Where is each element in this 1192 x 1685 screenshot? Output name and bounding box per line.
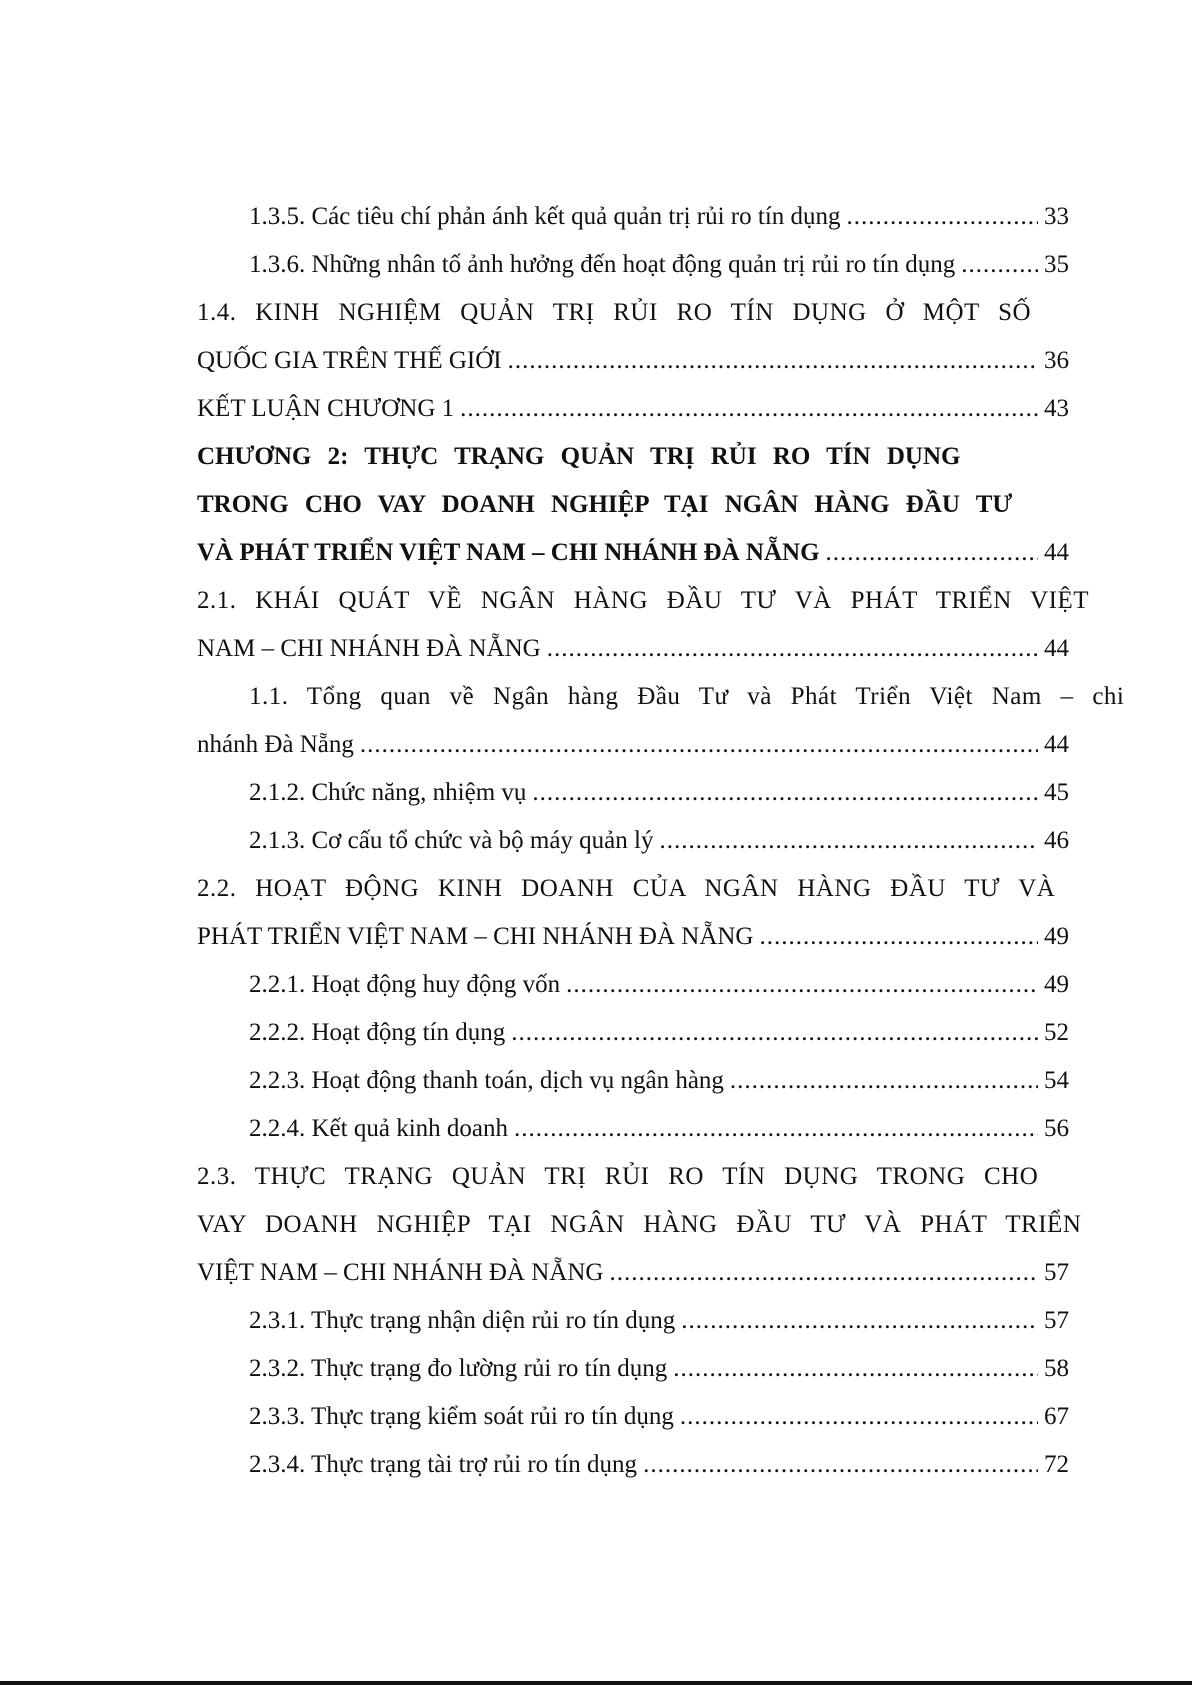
toc-entry[interactable]	[197, 1297, 1069, 1345]
dot-leader	[730, 1057, 1038, 1105]
toc-entry-title: 2.1.2. Chức năng, nhiệm vụ	[249, 779, 527, 806]
toc-chapter-entry[interactable]	[197, 529, 1069, 577]
toc-chapter-entry[interactable]	[197, 433, 1069, 481]
toc-page-number: 54	[1044, 1067, 1069, 1094]
toc-entry-title: 2.3. THỰC TRẠNG QUẢN TRỊ RỦI RO TÍN DỤNG TRONG CHO	[197, 1163, 1039, 1190]
toc-entry-title: 2.2. HOẠT ĐỘNG KINH DOANH CỦA NGÂN HÀNG ĐẦU TƯ VÀ	[197, 875, 1056, 902]
dot-leader	[961, 241, 1038, 289]
toc-entry-title: PHÁT TRIỂN VIỆT NAM – CHI NHÁNH ĐÀ NẴNG	[197, 923, 754, 950]
toc-page-number: 35	[1044, 251, 1069, 278]
dot-leader	[460, 385, 1038, 433]
toc-entry-title: 2.2.3. Hoạt động thanh toán, dịch vụ ngân hàng	[249, 1067, 724, 1094]
toc-entry-title: NAM – CHI NHÁNH ĐÀ NẴNG	[197, 635, 541, 662]
toc-entry-title: 2.1.3. Cơ cấu tổ chức và bộ máy quản lý	[249, 827, 654, 854]
toc-page-number: 36	[1044, 347, 1069, 374]
toc-entry[interactable]	[197, 769, 1069, 817]
toc-entry-title: 1.4. KINH NGHIỆM QUẢN TRỊ RỦI RO TÍN DỤNG Ở MỘT SỐ	[197, 299, 1032, 326]
dot-leader	[532, 769, 1038, 817]
toc-entry-title: 1.1. Tổng quan về Ngân hàng Đầu Tư và Phát Triển Việt Nam – chi	[249, 683, 1125, 710]
toc-page-number: 33	[1044, 203, 1069, 230]
dot-leader	[547, 625, 1038, 673]
dot-leader	[659, 817, 1038, 865]
dot-leader	[847, 193, 1038, 241]
toc-entry-title: VAY DOANH NGHIỆP TẠI NGÂN HÀNG ĐẦU TƯ VÀ PHÁT TRIỂN	[197, 1211, 1082, 1238]
toc-page-number: 58	[1044, 1355, 1069, 1382]
dot-leader	[566, 961, 1038, 1009]
toc-entry-title: 2.3.1. Thực trạng nhận diện rủi ro tín dụng	[249, 1307, 676, 1334]
dot-leader	[826, 529, 1038, 577]
toc-page-number: 44	[1044, 539, 1069, 566]
toc-page-number: 57	[1044, 1259, 1069, 1286]
toc-page-number: 67	[1044, 1403, 1069, 1430]
dot-leader	[680, 1393, 1038, 1441]
toc-page-number: 46	[1044, 827, 1069, 854]
toc-entry-title: nhánh Đà Nẵng	[197, 731, 354, 758]
toc-entry[interactable]	[197, 1153, 1069, 1201]
toc-entry[interactable]	[197, 577, 1090, 625]
toc-page-number: 44	[1044, 635, 1069, 662]
toc-entry[interactable]	[197, 193, 1069, 241]
toc-page-number: 45	[1044, 779, 1069, 806]
toc-entry-title: TRONG CHO VAY DOANH NGHIỆP TẠI NGÂN HÀNG ĐẦU TƯ	[197, 491, 1013, 518]
page-bottom-border	[0, 1681, 1192, 1685]
toc-entry[interactable]	[197, 817, 1069, 865]
toc-page-number: 72	[1044, 1451, 1069, 1478]
toc-entry[interactable]	[197, 289, 1069, 337]
toc-entry[interactable]	[197, 625, 1069, 673]
toc-entry[interactable]	[197, 961, 1069, 1009]
toc-entry[interactable]	[197, 1345, 1069, 1393]
toc-entry-title: 2.3.4. Thực trạng tài trợ rủi ro tín dụng	[249, 1451, 638, 1478]
toc-entry[interactable]	[197, 1441, 1069, 1489]
toc-page-number: 57	[1044, 1307, 1069, 1334]
toc-entry-title: 1.3.6. Những nhân tố ảnh hưởng đến hoạt động quản trị rủi ro tín dụng	[249, 251, 956, 278]
toc-page-number: 49	[1044, 923, 1069, 950]
dot-leader	[508, 337, 1038, 385]
toc-entry-title: 1.3.5. Các tiêu chí phản ánh kết quả quản trị rủi ro tín dụng	[249, 203, 841, 230]
toc-entry-title: 2.2.2. Hoạt động tín dụng	[249, 1019, 506, 1046]
dot-leader	[759, 913, 1038, 961]
toc-page-number: 52	[1044, 1019, 1069, 1046]
toc-entry[interactable]	[197, 673, 1125, 721]
dot-leader	[609, 1249, 1038, 1297]
toc-entry[interactable]	[197, 1201, 1082, 1249]
dot-leader	[643, 1441, 1038, 1489]
toc-entry-title: KẾT LUẬN CHƯƠNG 1	[197, 395, 455, 422]
toc-entry-title: 2.2.4. Kết quả kinh doanh	[249, 1115, 508, 1142]
toc-entry-title: 2.1. KHÁI QUÁT VỀ NGÂN HÀNG ĐẦU TƯ VÀ PHÁT TRIỂN VIỆT	[197, 587, 1090, 614]
toc-chapter-entry[interactable]	[197, 481, 1069, 529]
toc-entry[interactable]	[197, 721, 1069, 769]
dot-leader	[673, 1345, 1038, 1393]
toc-entry-title: VÀ PHÁT TRIỂN VIỆT NAM – CHI NHÁNH ĐÀ NẴNG	[197, 539, 820, 566]
toc-entry[interactable]	[197, 1105, 1069, 1153]
toc-entry-title: VIỆT NAM – CHI NHÁNH ĐÀ NẴNG	[197, 1259, 604, 1286]
toc-entry[interactable]	[197, 241, 1069, 289]
table-of-contents	[197, 193, 1125, 1489]
toc-page-number: 56	[1044, 1115, 1069, 1142]
toc-entry[interactable]	[197, 1249, 1069, 1297]
toc-entry[interactable]	[197, 1009, 1069, 1057]
dot-leader	[681, 1297, 1038, 1345]
toc-entry-title: 2.2.1. Hoạt động huy động vốn	[249, 971, 561, 998]
toc-entry-title: QUỐC GIA TRÊN THẾ GIỚI	[197, 347, 502, 374]
toc-entry-title: 2.3.2. Thực trạng đo lường rủi ro tín dụng	[249, 1355, 668, 1382]
toc-entry[interactable]	[197, 865, 1069, 913]
toc-entry[interactable]	[197, 1393, 1069, 1441]
toc-page-number: 49	[1044, 971, 1069, 998]
toc-entry[interactable]	[197, 913, 1069, 961]
toc-entry[interactable]	[197, 385, 1069, 433]
toc-entry[interactable]	[197, 337, 1069, 385]
toc-page-number: 44	[1044, 731, 1069, 758]
dot-leader	[360, 721, 1038, 769]
toc-entry-title: 2.3.3. Thực trạng kiểm soát rủi ro tín dụng	[249, 1403, 674, 1430]
toc-entry[interactable]	[197, 1057, 1069, 1105]
dot-leader	[514, 1105, 1038, 1153]
toc-entry-title: CHƯƠNG 2: THỰC TRẠNG QUẢN TRỊ RỦI RO TÍN DỤNG	[197, 443, 961, 470]
dot-leader	[511, 1009, 1038, 1057]
toc-page-number: 43	[1044, 395, 1069, 422]
